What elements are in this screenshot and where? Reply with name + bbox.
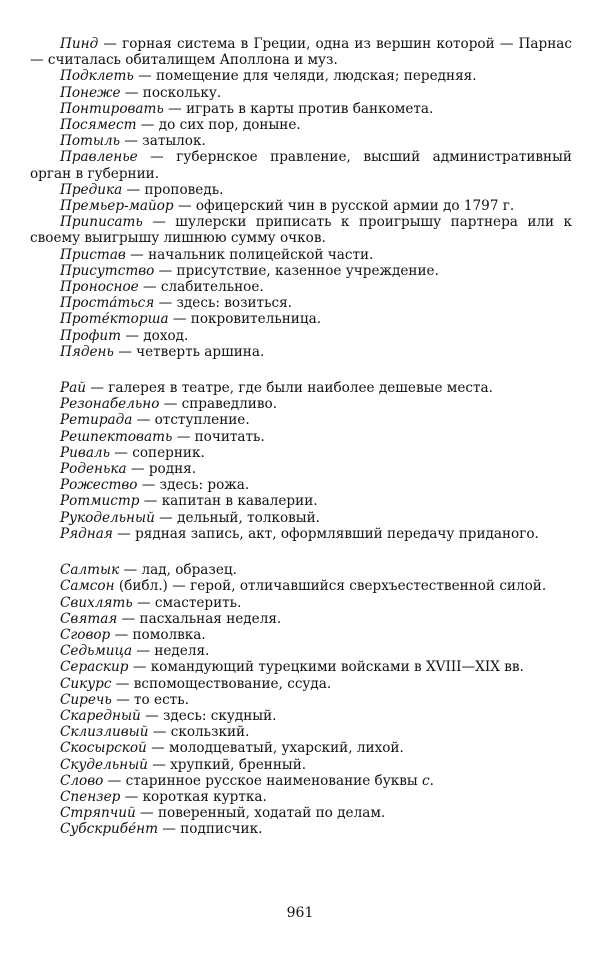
entry-term: Решпектовать <box>60 428 173 445</box>
entry-term: Пядень <box>60 343 114 360</box>
entry-definition: — скользкий. <box>148 724 250 741</box>
entry-term: Премьер-майор <box>60 198 174 215</box>
entry-definition: — подписчик. <box>157 821 263 838</box>
glossary-entry <box>30 344 572 360</box>
glossary-entry <box>30 477 572 493</box>
glossary-entry <box>30 36 572 68</box>
entry-definition: — слабительное. <box>138 279 264 296</box>
glossary-entry <box>30 578 572 594</box>
entry-term: Скаредный <box>60 707 141 724</box>
entry-definition: — присутствие, казенное учреждение. <box>154 262 439 279</box>
glossary-entry <box>30 724 572 740</box>
entry-definition: — почитать. <box>172 428 265 445</box>
glossary-entry <box>30 182 572 198</box>
glossary-entry <box>30 263 572 279</box>
glossary-entry <box>30 429 572 445</box>
glossary-group-p <box>30 36 572 360</box>
glossary-entry <box>30 740 572 756</box>
glossary-entry <box>30 789 572 805</box>
entry-definition: — горная система в Греции, одна из вершин которой — Парнас — считалась обиталищем Аполлона и муз. <box>30 36 572 69</box>
entry-definition: — то есть. <box>111 691 189 708</box>
entry-definition: — играть в карты против банкомета. <box>163 100 434 117</box>
entry-definition: — губернское правление, высший административный орган в губернии. <box>30 149 572 182</box>
entry-term: Подклеть <box>60 68 134 85</box>
entry-definition: — здесь: возиться. <box>154 295 292 312</box>
entry-term: Правленье <box>60 149 138 166</box>
glossary-entry <box>30 821 572 837</box>
glossary-entry <box>30 659 572 675</box>
entry-definition: — соперник. <box>109 444 205 461</box>
glossary-entry <box>30 757 572 773</box>
glossary-entry <box>30 412 572 428</box>
entry-definition: — помещение для челяди, людская; передняя. <box>133 68 477 85</box>
glossary-entry <box>30 493 572 509</box>
entry-term: Приписать <box>60 214 143 231</box>
entry-term: Стряпчий <box>60 805 136 822</box>
entry-term: Свихлять <box>60 594 133 611</box>
entry-term: Спензер <box>60 788 121 805</box>
glossary-entry <box>30 692 572 708</box>
entry-term: Рай <box>60 380 87 397</box>
glossary-group-s <box>30 562 572 837</box>
glossary-group-r <box>30 380 572 542</box>
entry-definition: — до сих пор, доныне. <box>136 117 301 134</box>
glossary-entry <box>30 101 572 117</box>
entry-term: Сикурс <box>60 675 112 692</box>
glossary-entry <box>30 117 572 133</box>
entry-term: Сераскир <box>60 659 129 676</box>
entry-definition: — покровительница. <box>168 311 322 328</box>
entry-definition: — офицерский чин в русской армии до 1797 г. <box>173 198 515 215</box>
entry-definition: — хрупкий, бренный. <box>147 756 307 773</box>
entry-definition: — командующий турецкими войсками в XVIII—XIX вв. <box>128 659 524 676</box>
entry-definition: — галерея в театре, где были наиболее дешевые места. <box>86 380 493 397</box>
glossary-entry <box>30 611 572 627</box>
glossary-entry <box>30 247 572 263</box>
entry-term: Скудельный <box>60 756 148 773</box>
group-separator <box>30 542 572 562</box>
glossary-entry <box>30 295 572 311</box>
entry-term: Рядная <box>60 525 113 542</box>
glossary-entry <box>30 676 572 692</box>
entry-term: Пристав <box>60 246 126 263</box>
glossary-entry <box>30 627 572 643</box>
glossary-entry <box>30 214 572 246</box>
entry-term: Проносное <box>60 279 139 296</box>
entry-term: Рукодельный <box>60 509 155 526</box>
entry-definition: (библ.) — герой, отличавшийся сверхъестественной силой. <box>114 578 547 595</box>
entry-term: Ретирада <box>60 412 133 429</box>
group-separator <box>30 360 572 380</box>
entry-definition: — доход. <box>121 327 189 344</box>
glossary-entry <box>30 526 572 542</box>
glossary-entry <box>30 805 572 821</box>
entry-term: Самсон <box>60 578 115 595</box>
entry-term: Рожество <box>60 477 138 494</box>
glossary-entry <box>30 595 572 611</box>
entry-definition: — капитан в кавалерии. <box>139 493 318 510</box>
entry-term: Слово <box>60 772 104 789</box>
entry-definition: — поверенный, ходатай по делам. <box>135 805 386 822</box>
glossary-entry <box>30 461 572 477</box>
entry-term: Седьмица <box>60 643 133 660</box>
entry-definition: — рядная запись, акт, оформлявший передачу приданого. <box>112 525 539 542</box>
entry-definition: — здесь: рожа. <box>137 477 250 494</box>
glossary-entry <box>30 643 572 659</box>
glossary-entry <box>30 68 572 84</box>
glossary-entry <box>30 279 572 295</box>
entry-definition: — неделя. <box>132 643 210 660</box>
entry-term: Проста́ться <box>60 295 155 312</box>
glossary-entry <box>30 380 572 396</box>
page-number: 961 <box>286 905 314 921</box>
entry-term: Пинд <box>60 36 99 52</box>
entry-term: Салтык <box>60 562 120 579</box>
entry-definition: — старинное русское наименование буквы <box>103 772 423 789</box>
entry-definition: — пасхальная неделя. <box>117 610 282 627</box>
entry-term: Риваль <box>60 444 110 461</box>
entry-term: Присутство <box>60 262 155 279</box>
glossary-entry <box>30 85 572 101</box>
entry-definition: — отступление. <box>132 412 250 429</box>
glossary-page <box>30 36 572 838</box>
glossary-entry <box>30 510 572 526</box>
entry-definition: — дельный, толковый. <box>154 509 320 526</box>
entry-term: Резонабельно <box>60 396 160 413</box>
entry-term: Профит <box>60 327 122 344</box>
entry-term: Посямест <box>60 117 137 134</box>
entry-letter: с <box>422 772 430 789</box>
entry-definition: — затылок. <box>120 133 206 150</box>
entry-term: Роденька <box>60 461 127 478</box>
entry-definition: — короткая куртка. <box>120 788 267 805</box>
entry-term: Понеже <box>60 84 121 101</box>
entry-definition: — проповедь. <box>122 181 224 198</box>
entry-definition: — четверть аршина. <box>113 343 265 360</box>
glossary-entry <box>30 133 572 149</box>
glossary-entry <box>30 311 572 327</box>
entry-punctuation: . <box>429 772 434 789</box>
entry-definition: — шулерски приписать к проигрышу партнера или к своему выигрышу лишнюю сумму очков. <box>30 214 572 247</box>
glossary-entry <box>30 708 572 724</box>
entry-definition: — вспомоществование, ссуда. <box>111 675 332 692</box>
entry-term: Сговор <box>60 626 111 643</box>
entry-definition: — молодцеватый, ухарский, лихой. <box>146 740 404 757</box>
glossary-entry <box>30 773 572 789</box>
entry-definition: — родня. <box>126 461 197 478</box>
entry-definition: — помолвка. <box>110 626 206 643</box>
glossary-entry <box>30 445 572 461</box>
entry-term: Субскрибе́нт <box>60 821 158 838</box>
glossary-entry <box>30 328 572 344</box>
glossary-entry <box>30 198 572 214</box>
entry-term: Ротмистр <box>60 493 140 510</box>
entry-term: Сиречь <box>60 691 112 708</box>
glossary-entry <box>30 396 572 412</box>
entry-term: Скосырской <box>60 740 147 757</box>
entry-term: Понтировать <box>60 100 164 117</box>
entry-term: Потыль <box>60 133 121 150</box>
entry-definition: — смастерить. <box>132 594 242 611</box>
entry-definition: — начальник полицейской части. <box>125 246 374 263</box>
entry-definition: — здесь: скудный. <box>140 707 277 724</box>
entry-definition: — поскольку. <box>120 84 222 101</box>
entry-term: Проте́кторша <box>60 311 169 328</box>
entry-definition: — справедливо. <box>159 396 278 413</box>
entry-term: Святая <box>60 610 118 627</box>
glossary-entry <box>30 562 572 578</box>
entry-term: Склизливый <box>60 724 149 741</box>
glossary-entry <box>30 149 572 181</box>
entry-definition: — лад, образец. <box>119 562 237 579</box>
entry-term: Предика <box>60 181 123 198</box>
